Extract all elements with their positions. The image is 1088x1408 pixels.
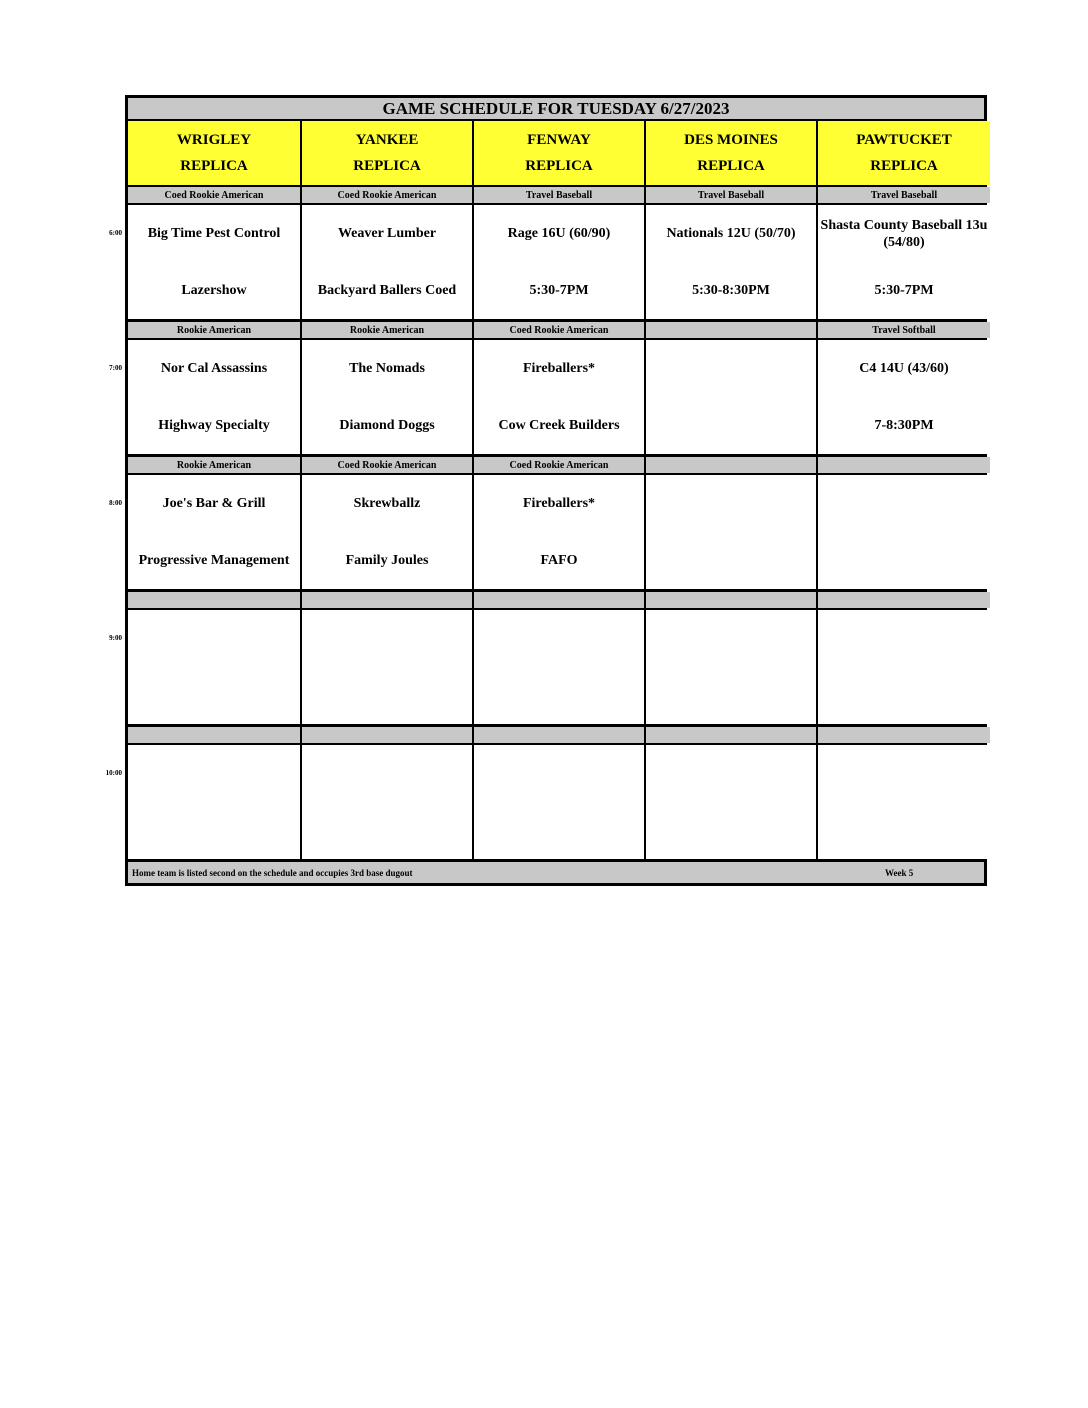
game-slot-row (109, 475, 987, 592)
league-label: Rookie American (128, 457, 300, 473)
home-team: Cow Creek Builders (498, 418, 620, 433)
game-slot-row (105, 745, 987, 862)
field-header-row (125, 121, 987, 187)
league-label (816, 592, 990, 608)
field-header (300, 121, 472, 185)
week-label: Week 5 (885, 867, 914, 878)
time-label: 7:00 (109, 364, 122, 372)
away-team (212, 745, 216, 802)
field-sub: REPLICA (525, 158, 593, 174)
game-cell (472, 745, 644, 859)
away-team (729, 340, 733, 397)
away-team: Fireballers* (522, 361, 596, 376)
league-label: Coed Rookie American (128, 187, 300, 203)
game-cell (300, 610, 472, 724)
game-cell (128, 610, 300, 724)
away-team: Nor Cal Assassins (160, 361, 268, 376)
game-cell (816, 610, 990, 724)
time-label: 9:00 (109, 634, 122, 642)
home-team: 7-8:30PM (874, 418, 934, 433)
away-team (729, 745, 733, 802)
game-cell (472, 610, 644, 724)
field-sub: REPLICA (870, 158, 938, 174)
home-team: 5:30-8:30PM (692, 283, 770, 298)
game-cell (816, 205, 990, 319)
time-label: 6:00 (109, 229, 122, 237)
game-slot-row (109, 340, 987, 457)
game-cell (816, 745, 990, 859)
league-row (125, 592, 987, 610)
home-team: 5:30-7PM (529, 283, 589, 298)
league-label: Coed Rookie American (472, 322, 644, 338)
field-sub: REPLICA (180, 158, 248, 174)
field-name: YANKEE (355, 132, 419, 148)
field-header (128, 121, 300, 185)
home-team: Backyard Ballers Coed (317, 283, 457, 298)
league-row (125, 322, 987, 340)
game-cell (128, 475, 300, 589)
game-cell (300, 205, 472, 319)
league-label (472, 727, 644, 743)
league-row (125, 457, 987, 475)
league-label (300, 592, 472, 608)
field-name: FENWAY (527, 132, 591, 148)
away-team (385, 610, 389, 667)
home-team: Diamond Doggs (339, 418, 435, 433)
time-slots (105, 187, 988, 862)
league-label: Travel Baseball (472, 187, 644, 203)
home-team-note: Home team is listed second on the schedule and occupies 3rd base dugout (132, 867, 413, 878)
game-cell (472, 205, 644, 319)
away-team (729, 610, 733, 667)
league-label: Coed Rookie American (300, 457, 472, 473)
game-slot-row (109, 205, 988, 322)
away-team: The Nomads (349, 361, 425, 376)
league-label (128, 592, 300, 608)
game-cell (644, 610, 816, 724)
league-label (472, 592, 644, 608)
game-cell (300, 745, 472, 859)
away-team: Weaver Lumber (337, 226, 437, 241)
game-cell (472, 340, 644, 454)
field-name: DES MOINES (684, 132, 778, 148)
league-label (300, 727, 472, 743)
field-header (472, 121, 644, 185)
time-label: 8:00 (109, 499, 122, 507)
league-row (125, 727, 987, 745)
footer-bar (125, 862, 987, 886)
schedule-title: GAME SCHEDULE FOR TUESDAY 6/27/2023 (125, 95, 987, 121)
away-team (385, 745, 389, 802)
away-team: Nationals 12U (50/70) (666, 226, 796, 241)
home-team: Family Joules (345, 553, 429, 568)
league-label: Travel Baseball (644, 187, 816, 203)
away-team (729, 475, 733, 532)
game-cell (644, 475, 816, 589)
league-label: Rookie American (128, 322, 300, 338)
league-label (644, 322, 816, 338)
game-cell (644, 340, 816, 454)
league-label (128, 727, 300, 743)
away-team (557, 745, 561, 802)
league-label: Travel Baseball (816, 187, 990, 203)
field-header (644, 121, 816, 185)
league-label: Coed Rookie American (300, 187, 472, 203)
game-cell (816, 340, 990, 454)
away-team (902, 610, 906, 667)
field-sub: REPLICA (697, 158, 765, 174)
game-cell (816, 475, 990, 589)
field-name: PAWTUCKET (856, 132, 952, 148)
field-name: WRIGLEY (176, 132, 252, 148)
game-cell (128, 205, 300, 319)
away-team: Fireballers* (522, 496, 596, 511)
league-label (644, 457, 816, 473)
away-team: Shasta County Baseball 13u (54/80) (820, 217, 988, 250)
league-label: Rookie American (300, 322, 472, 338)
away-team: C4 14U (43/60) (859, 361, 949, 376)
game-cell (644, 745, 816, 859)
league-row (125, 187, 987, 205)
game-cell (128, 340, 300, 454)
home-team: Progressive Management (138, 553, 290, 568)
league-label (644, 727, 816, 743)
field-header (816, 121, 990, 185)
home-team: Highway Specialty (158, 418, 270, 433)
game-cell (472, 475, 644, 589)
away-team (212, 610, 216, 667)
time-label: 10:00 (105, 769, 122, 777)
away-team (902, 475, 906, 532)
league-label (816, 457, 990, 473)
league-label: Travel Softball (816, 322, 990, 338)
away-team: Joe's Bar & Grill (162, 496, 266, 511)
league-label (644, 592, 816, 608)
schedule-sheet (105, 95, 988, 886)
home-team: 5:30-7PM (874, 283, 934, 298)
away-team (557, 610, 561, 667)
game-cell (300, 340, 472, 454)
field-sub: REPLICA (353, 158, 421, 174)
game-slot-row (109, 610, 987, 727)
away-team: Big Time Pest Control (147, 226, 281, 241)
away-team: Skrewballz (353, 496, 421, 511)
league-label (816, 727, 990, 743)
game-cell (300, 475, 472, 589)
home-team: Lazershow (181, 283, 247, 298)
away-team (902, 745, 906, 802)
home-team: FAFO (540, 553, 578, 568)
game-cell (128, 745, 300, 859)
game-cell (644, 205, 816, 319)
league-label: Coed Rookie American (472, 457, 644, 473)
away-team: Rage 16U (60/90) (507, 226, 611, 241)
